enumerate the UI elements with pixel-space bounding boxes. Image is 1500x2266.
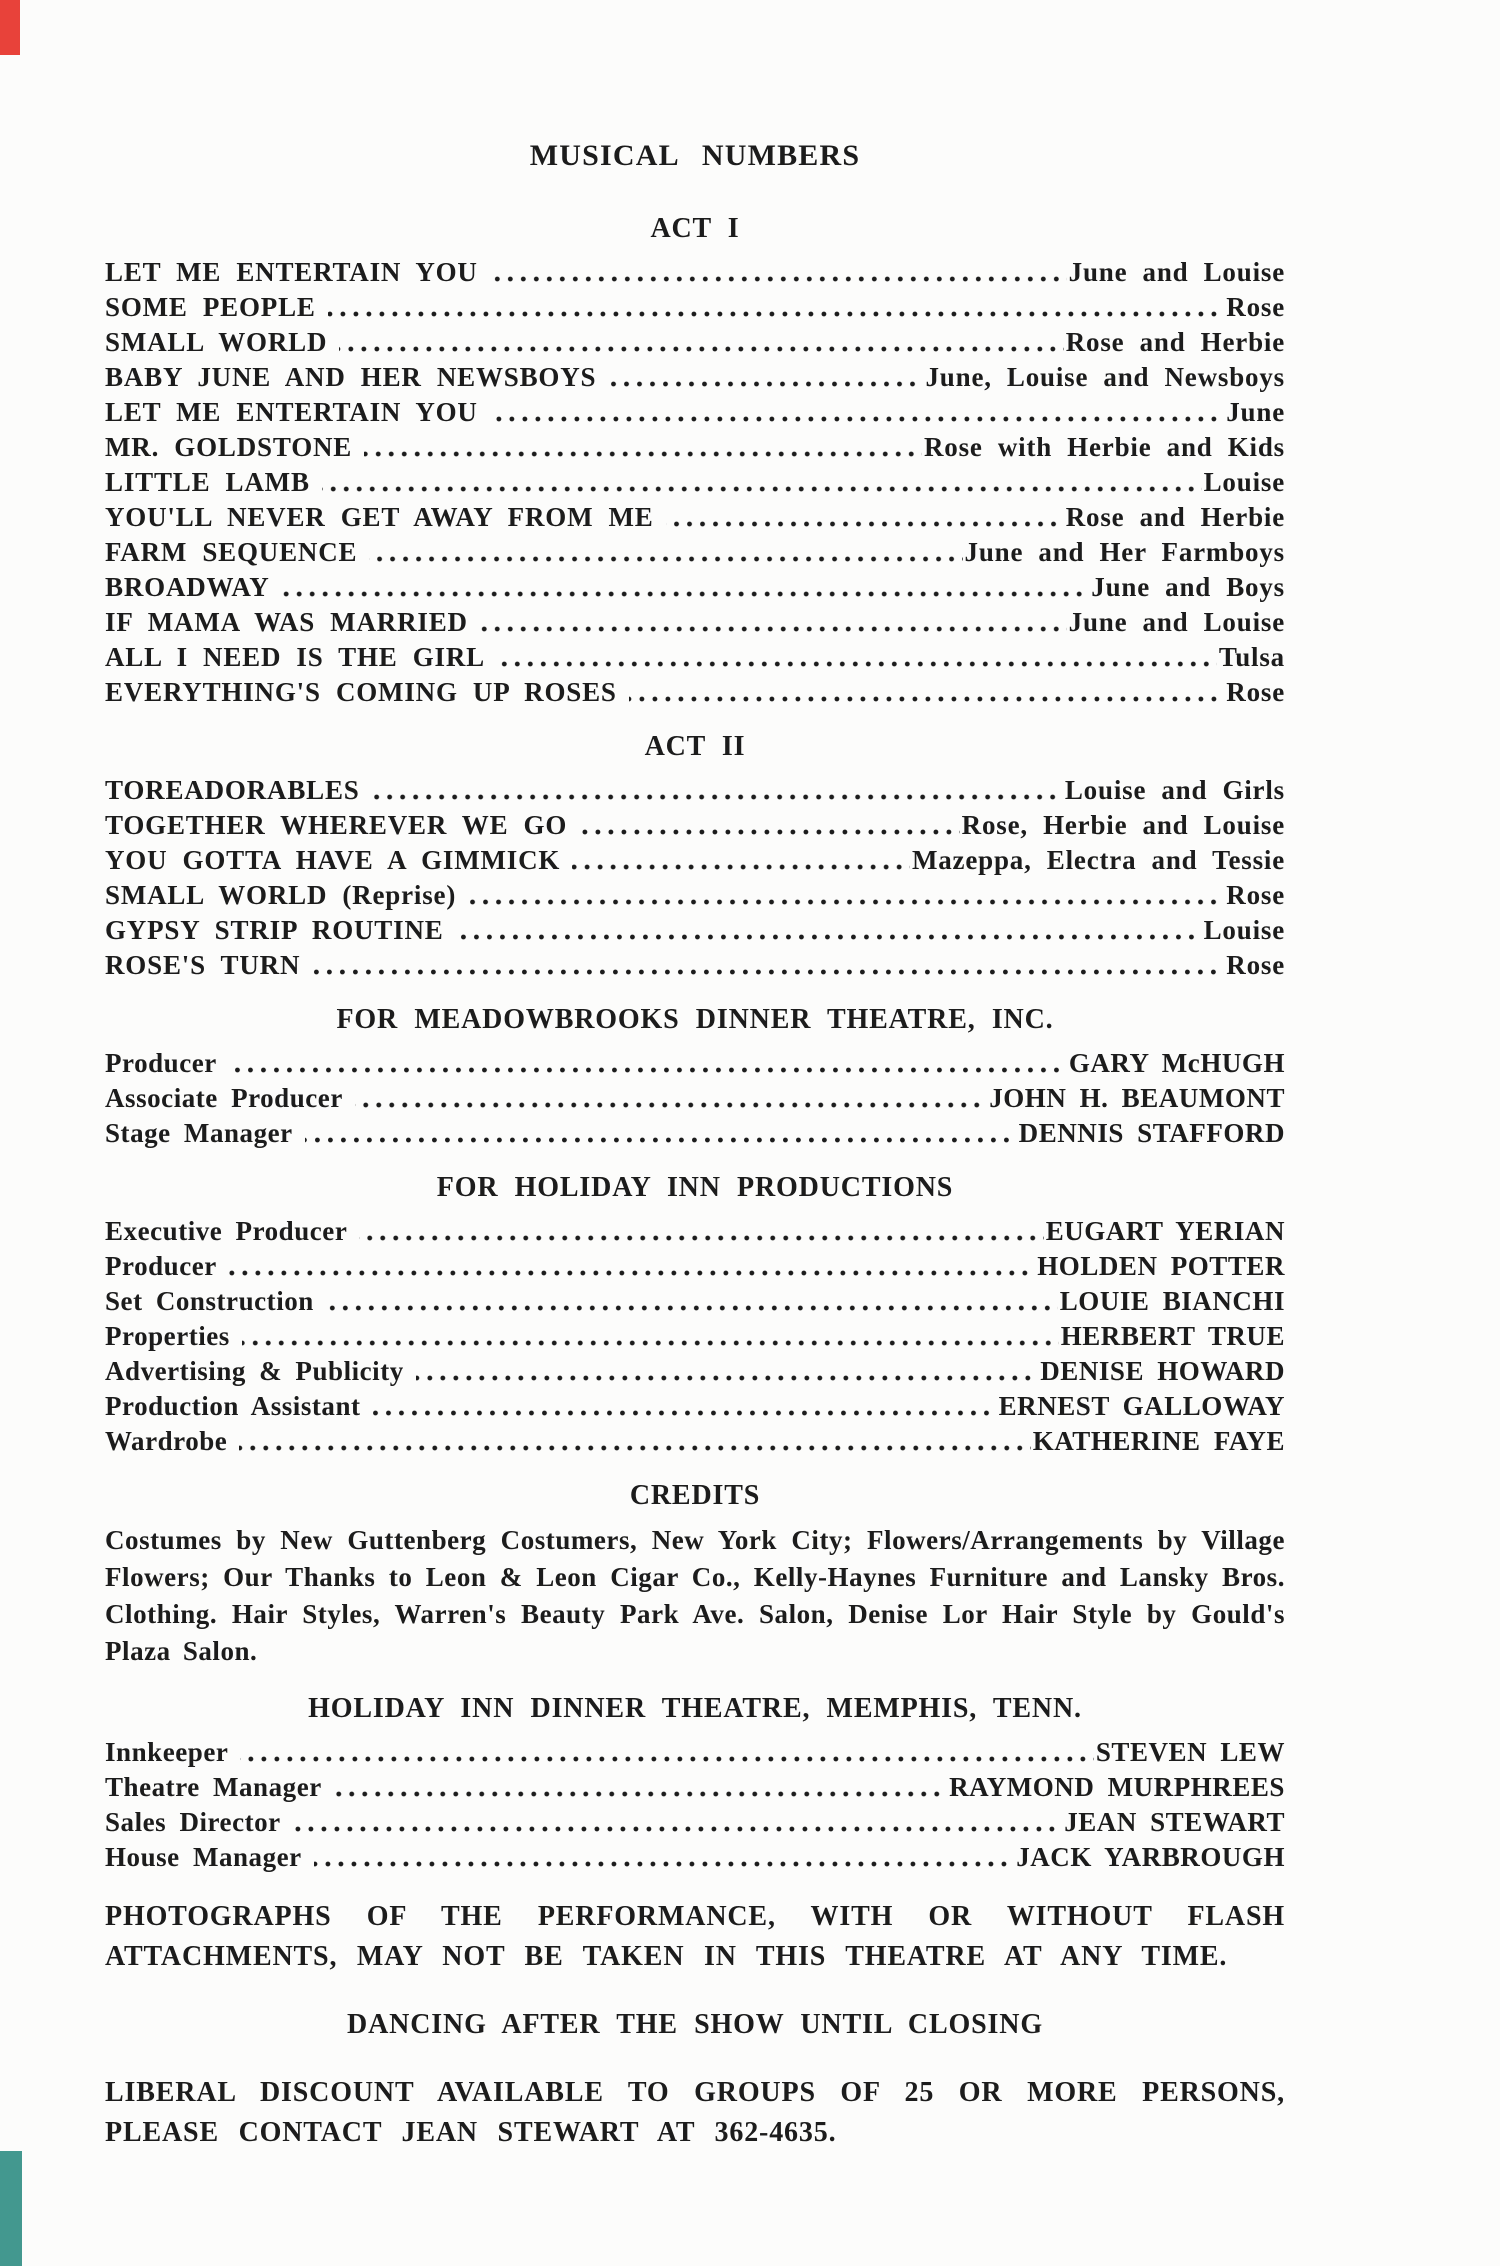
staff-name: JEAN STEWART bbox=[1064, 1807, 1285, 1837]
meadowbrooks-staff-list bbox=[105, 1046, 1285, 1151]
staff-row bbox=[105, 1284, 1285, 1319]
staff-role: Properties bbox=[105, 1321, 230, 1351]
song-row bbox=[105, 430, 1285, 465]
song-row bbox=[105, 395, 1285, 430]
staff-row bbox=[105, 1214, 1285, 1249]
staff-role: Producer bbox=[105, 1048, 217, 1078]
act-2-heading: ACT II bbox=[644, 731, 746, 762]
dot-leader bbox=[490, 416, 1224, 422]
dancing-notice: DANCING AFTER THE SHOW UNTIL CLOSING bbox=[347, 2009, 1043, 2040]
song-row bbox=[105, 465, 1285, 500]
staff-role: Wardrobe bbox=[105, 1426, 228, 1456]
credits-text: Costumes by New Guttenberg Costumers, New York City; Flowers/Arrangements by Village Flowers; Our Thanks to Leon & Leon Cigar Co., Kelly-Haynes Furniture and Lansky Bros. Clothing. Hair Styles, Warren's Beauty Park Ave. Salon, Denise Lor Hair Style by Gould's Plaza Salon. bbox=[105, 1525, 1285, 1666]
act-2-song-list bbox=[105, 773, 1285, 983]
dot-leader bbox=[229, 1270, 1035, 1276]
dot-leader bbox=[242, 1340, 1059, 1346]
credits-section bbox=[105, 1481, 1285, 1670]
dot-leader bbox=[456, 934, 1202, 940]
song-row bbox=[105, 675, 1285, 710]
song-title: YOU'LL NEVER GET AWAY FROM ME bbox=[105, 502, 654, 532]
act-1-section bbox=[105, 214, 1285, 710]
song-title: ALL I NEED IS THE GIRL bbox=[105, 642, 485, 672]
staff-name: STEVEN LEW bbox=[1095, 1737, 1285, 1767]
song-title: SMALL WORLD (Reprise) bbox=[105, 880, 457, 910]
dot-leader bbox=[579, 829, 960, 835]
dot-leader bbox=[416, 1375, 1038, 1381]
group-discount-notice: LIBERAL DISCOUNT AVAILABLE TO GROUPS OF 25 OR MORE PERSONS, PLEASE CONTACT JEAN STEWART AT 362-4635. bbox=[105, 2077, 1285, 2148]
song-performers: Rose bbox=[1226, 292, 1285, 322]
act-1-heading: ACT I bbox=[650, 213, 740, 244]
staff-name: RAYMOND MURPHREES bbox=[949, 1772, 1285, 1802]
dot-leader bbox=[359, 1235, 1043, 1241]
staff-role: Producer bbox=[105, 1251, 217, 1281]
dot-leader bbox=[293, 1826, 1063, 1832]
song-row bbox=[105, 535, 1285, 570]
staff-role: Advertising & Publicity bbox=[105, 1356, 404, 1386]
page-edge-mark-top bbox=[0, 0, 20, 55]
song-title: LET ME ENTERTAIN YOU bbox=[105, 257, 478, 287]
song-performers: Mazeppa, Electra and Tessie bbox=[911, 845, 1285, 875]
dot-leader bbox=[373, 1410, 997, 1416]
song-performers: Tulsa bbox=[1218, 642, 1285, 672]
staff-row bbox=[105, 1805, 1285, 1840]
song-title: MR. GOLDSTONE bbox=[105, 432, 353, 462]
dot-leader bbox=[282, 591, 1090, 597]
staff-row bbox=[105, 1319, 1285, 1354]
song-title: IF MAMA WAS MARRIED bbox=[105, 607, 468, 637]
song-performers: June and Louise bbox=[1068, 607, 1285, 637]
staff-role: Associate Producer bbox=[105, 1083, 343, 1113]
song-title: ROSE'S TURN bbox=[105, 950, 301, 980]
staff-role: Sales Director bbox=[105, 1807, 281, 1837]
song-title: TOREADORABLES bbox=[105, 775, 360, 805]
song-performers: Rose bbox=[1226, 677, 1285, 707]
program-page bbox=[105, 0, 1285, 2153]
song-title: LET ME ENTERTAIN YOU bbox=[105, 397, 478, 427]
dot-leader bbox=[239, 1445, 1030, 1451]
staff-row bbox=[105, 1424, 1285, 1459]
dot-leader bbox=[240, 1756, 1093, 1762]
venue-heading: HOLIDAY INN DINNER THEATRE, MEMPHIS, TENN. bbox=[308, 1693, 1082, 1724]
staff-row bbox=[105, 1116, 1285, 1151]
song-row bbox=[105, 808, 1285, 843]
holiday-inn-productions-heading: FOR HOLIDAY INN PRODUCTIONS bbox=[436, 1172, 954, 1203]
dot-leader bbox=[608, 381, 923, 387]
song-row bbox=[105, 570, 1285, 605]
song-performers: June, Louise and Newsboys bbox=[925, 362, 1285, 392]
staff-name: LOUIE BIANCHI bbox=[1059, 1286, 1285, 1316]
song-title: GYPSY STRIP ROUTINE bbox=[105, 915, 444, 945]
staff-row bbox=[105, 1249, 1285, 1284]
staff-role: House Manager bbox=[105, 1842, 302, 1872]
song-title: SOME PEOPLE bbox=[105, 292, 316, 322]
staff-role: Stage Manager bbox=[105, 1118, 293, 1148]
song-row bbox=[105, 500, 1285, 535]
staff-role: Production Assistant bbox=[105, 1391, 361, 1421]
staff-name: ERNEST GALLOWAY bbox=[998, 1391, 1285, 1421]
song-title: FARM SEQUENCE bbox=[105, 537, 358, 567]
song-title: BABY JUNE AND HER NEWSBOYS bbox=[105, 362, 597, 392]
dot-leader bbox=[312, 969, 1224, 975]
dot-leader bbox=[314, 1861, 1015, 1867]
staff-row bbox=[105, 1389, 1285, 1424]
staff-role: Innkeeper bbox=[105, 1737, 229, 1767]
staff-row bbox=[105, 1081, 1285, 1116]
staff-name: JACK YARBROUGH bbox=[1016, 1842, 1285, 1872]
dot-leader bbox=[572, 864, 910, 870]
holiday-inn-productions-staff-list bbox=[105, 1214, 1285, 1459]
song-performers: June bbox=[1226, 397, 1285, 427]
dot-leader bbox=[364, 451, 922, 457]
song-row bbox=[105, 773, 1285, 808]
meadowbrooks-staff-section bbox=[105, 1005, 1285, 1151]
song-row bbox=[105, 290, 1285, 325]
staff-name: DENISE HOWARD bbox=[1040, 1356, 1285, 1386]
page-edge-mark-bottom bbox=[0, 2151, 22, 2266]
song-title: BROADWAY bbox=[105, 572, 270, 602]
song-performers: Louise and Girls bbox=[1064, 775, 1285, 805]
venue-section bbox=[105, 1694, 1285, 1875]
song-title: TOGETHER WHEREVER WE GO bbox=[105, 810, 568, 840]
song-title: EVERYTHING'S COMING UP ROSES bbox=[105, 677, 617, 707]
song-performers: Louise bbox=[1203, 915, 1285, 945]
staff-name: JOHN H. BEAUMONT bbox=[989, 1083, 1285, 1113]
staff-role: Executive Producer bbox=[105, 1216, 348, 1246]
dot-leader bbox=[328, 311, 1225, 317]
staff-row bbox=[105, 1354, 1285, 1389]
act-1-song-list bbox=[105, 255, 1285, 710]
dot-leader bbox=[334, 1791, 947, 1797]
dot-leader bbox=[468, 899, 1224, 905]
staff-row bbox=[105, 1046, 1285, 1081]
staff-name: HERBERT TRUE bbox=[1060, 1321, 1285, 1351]
song-row bbox=[105, 913, 1285, 948]
song-performers: Rose and Herbie bbox=[1065, 327, 1285, 357]
staff-role: Set Construction bbox=[105, 1286, 314, 1316]
song-performers: June and Boys bbox=[1091, 572, 1285, 602]
staff-row bbox=[105, 1770, 1285, 1805]
song-row bbox=[105, 948, 1285, 983]
song-performers: Rose and Herbie bbox=[1065, 502, 1285, 532]
meadowbrooks-heading: FOR MEADOWBROOKS DINNER THEATRE, INC. bbox=[336, 1004, 1054, 1035]
staff-name: GARY McHUGH bbox=[1068, 1048, 1285, 1078]
dot-leader bbox=[369, 556, 962, 562]
song-row bbox=[105, 360, 1285, 395]
dot-leader bbox=[666, 521, 1064, 527]
dot-leader bbox=[322, 486, 1202, 492]
staff-name: DENNIS STAFFORD bbox=[1018, 1118, 1285, 1148]
song-row bbox=[105, 843, 1285, 878]
song-performers: Louise bbox=[1203, 467, 1285, 497]
song-performers: Rose with Herbie and Kids bbox=[923, 432, 1285, 462]
song-performers: June and Her Farmboys bbox=[964, 537, 1285, 567]
dot-leader bbox=[480, 626, 1067, 632]
song-row bbox=[105, 325, 1285, 360]
staff-name: KATHERINE FAYE bbox=[1032, 1426, 1285, 1456]
staff-name: EUGART YERIAN bbox=[1045, 1216, 1285, 1246]
page-title: MUSICAL NUMBERS bbox=[529, 139, 861, 172]
song-performers: June and Louise bbox=[1068, 257, 1285, 287]
staff-row bbox=[105, 1840, 1285, 1875]
dot-leader bbox=[372, 794, 1063, 800]
dot-leader bbox=[305, 1137, 1017, 1143]
dot-leader bbox=[326, 1305, 1058, 1311]
song-performers: Rose, Herbie and Louise bbox=[961, 810, 1285, 840]
song-title: LITTLE LAMB bbox=[105, 467, 310, 497]
song-row bbox=[105, 605, 1285, 640]
song-performers: Rose bbox=[1226, 950, 1285, 980]
song-row bbox=[105, 878, 1285, 913]
staff-row bbox=[105, 1735, 1285, 1770]
dot-leader bbox=[490, 276, 1067, 282]
song-title: SMALL WORLD bbox=[105, 327, 328, 357]
dot-leader bbox=[497, 661, 1217, 667]
staff-role: Theatre Manager bbox=[105, 1772, 322, 1802]
dot-leader bbox=[355, 1102, 987, 1108]
song-row bbox=[105, 640, 1285, 675]
song-row bbox=[105, 255, 1285, 290]
credits-heading: CREDITS bbox=[629, 1480, 761, 1511]
act-2-section bbox=[105, 732, 1285, 983]
holiday-inn-productions-section bbox=[105, 1173, 1285, 1459]
song-performers: Rose bbox=[1226, 880, 1285, 910]
venue-staff-list bbox=[105, 1735, 1285, 1875]
photography-notice: PHOTOGRAPHS OF THE PERFORMANCE, WITH OR WITHOUT FLASH ATTACHMENTS, MAY NOT BE TAKEN IN THIS THEATRE AT ANY TIME. bbox=[105, 1901, 1285, 1972]
song-title: YOU GOTTA HAVE A GIMMICK bbox=[105, 845, 561, 875]
dot-leader bbox=[629, 696, 1225, 702]
dot-leader bbox=[229, 1067, 1067, 1073]
dot-leader bbox=[339, 346, 1063, 352]
staff-name: HOLDEN POTTER bbox=[1037, 1251, 1285, 1281]
